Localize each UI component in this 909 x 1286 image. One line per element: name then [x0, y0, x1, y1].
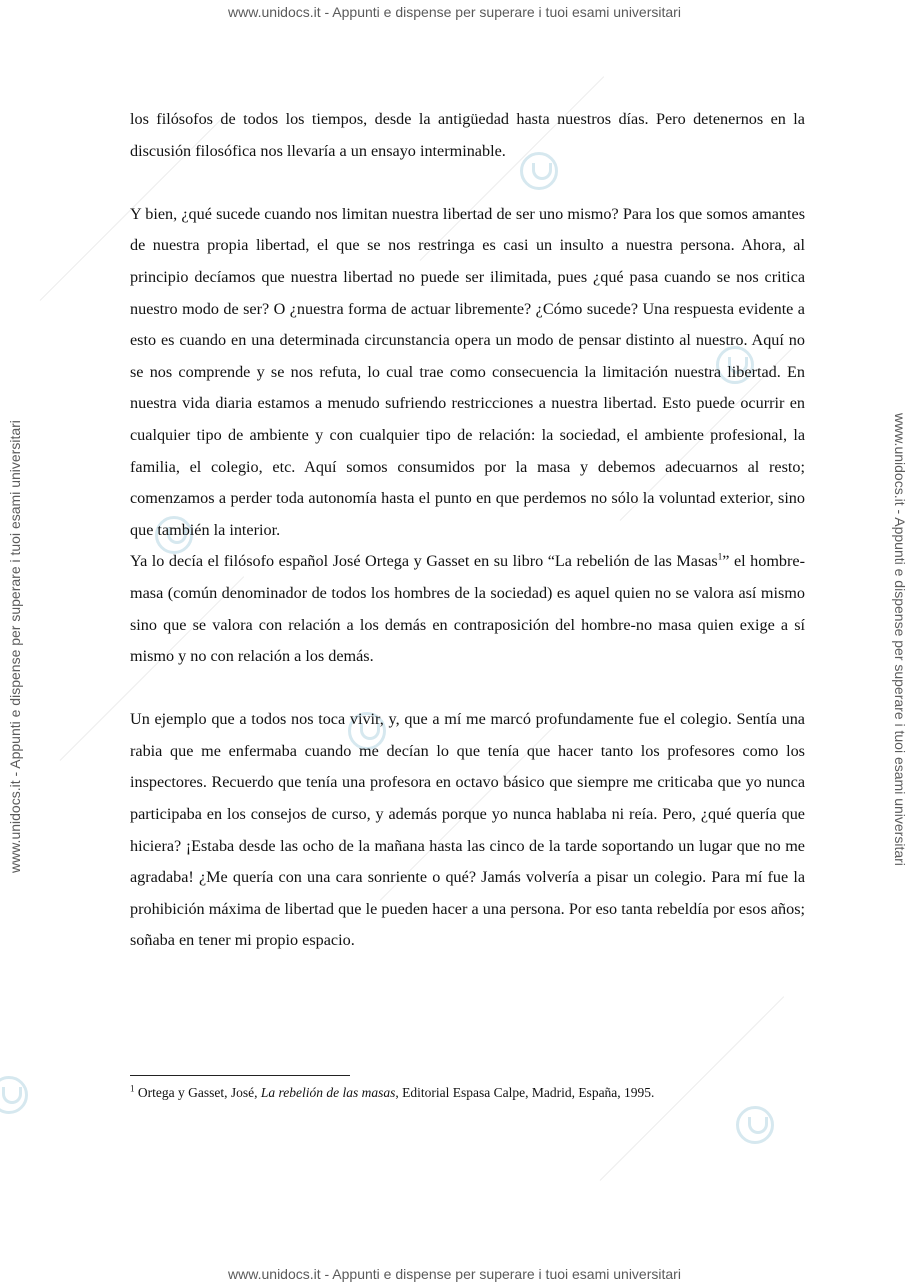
paragraph-gap — [130, 673, 805, 705]
watermark-top: www.unidocs.it - Appunti e dispense per superare i tuoi esami universitari — [228, 4, 681, 20]
paragraph — [130, 546, 805, 672]
watermark-side-left: www.unidocs.it - Appunti e dispense per superare i tuoi esami universitari — [7, 420, 23, 873]
footnote-reference[interactable]: 1 — [717, 551, 723, 562]
paragraph-text: ” el hombre-masa (común denominador de todos los hombres de la sociedad) es aquel quien no se valora así mismo sino que se valora con relación a los demás en contraposición del hombre-no masa quien exige a sí mismo y no con relación a los demás. — [130, 552, 805, 666]
paragraph: los filósofos de todos los tiempos, desde la antigüedad hasta nuestros días. Pero detenernos en la discusión filosófica nos llevaría a un ensayo interminable. — [130, 110, 805, 160]
footnote-text: , Editorial Espasa Calpe, Madrid, España, 1995. — [395, 1085, 655, 1100]
watermark-logo-icon — [0, 1076, 28, 1114]
footnote-divider — [130, 1075, 350, 1076]
watermark-bottom: www.unidocs.it - Appunti e dispense per superare i tuoi esami universitari — [228, 1266, 681, 1282]
footnote-book-title: La rebelión de las masas — [260, 1085, 396, 1100]
footnote-text: Ortega y Gasset, José, — [134, 1085, 261, 1100]
document-body — [130, 104, 805, 957]
footnote-number: 1 — [130, 1083, 135, 1094]
paragraph: Y bien, ¿qué sucede cuando nos limitan nuestra libertad de ser uno mismo? Para los que somos amantes de nuestra propia libertad, el que se nos restringa es casi un insulto a nuestra persona. Ahora, al principio decíamos que nuestra libertad no puede ser ilimitada, pues ¿qué pasa cuando se nos critica nuestro modo de ser? O ¿nuestra forma de actuar libremente? ¿Cómo sucede? Una respuesta evidente a esto es cuando en una determinada circunstancia opera un modo de pensar distinto al nuestro. Aquí no se nos comprende y se nos refuta, lo cual trae como consecuencia la limitación nuestra libertad. En nuestra vida diaria estamos a menudo sufriendo restricciones a nuestra libertad. Esto puede ocurrir en cualquier tipo de ambiente y con cualquier tipo de relación: la sociedad, el ambiente profesional, la familia, el colegio, etc. Aquí somos consumidos por la masa y debemos adecuarnos al resto; comenzamos a perder toda autonomía hasta el punto en que perdemos no sólo la voluntad exterior, sino que también la interior. — [130, 204, 805, 539]
paragraph: Un ejemplo que a todos nos toca vivir, y, que a mí me marcó profundamente fue el colegio. Sentía una rabia que me enfermaba cuando me decían lo que tenía que hacer tanto los profesores como los inspectores. Recuerdo que tenía una profesora en octavo básico que siempre me criticaba que yo nunca participaba en los consejos de curso, y además porque yo nunca hablaba ni reía. Pero, ¿qué quería que hiciera? ¡Estaba desde las ocho de la mañana hasta las cinco de la tarde soportando un lugar que no me agradaba! ¿Me quería con una cara sonriente o qué? Jamás volvería a pisar un colegio. Para mí fue la prohibición máxima de libertad que le pueden hacer a una persona. Por eso tanta rebeldía por esos años; soñaba en tener mi propio espacio. — [130, 710, 805, 950]
footnote — [130, 1083, 810, 1103]
paragraph-gap — [130, 167, 805, 199]
watermark-side-right: www.unidocs.it - Appunti e dispense per superare i tuoi esami universitari — [892, 413, 908, 866]
watermark-logo-icon — [736, 1106, 774, 1144]
paragraph-text: Ya lo decía el filósofo español José Ortega y Gasset en su libro “La rebelión de las Masas — [130, 552, 718, 571]
